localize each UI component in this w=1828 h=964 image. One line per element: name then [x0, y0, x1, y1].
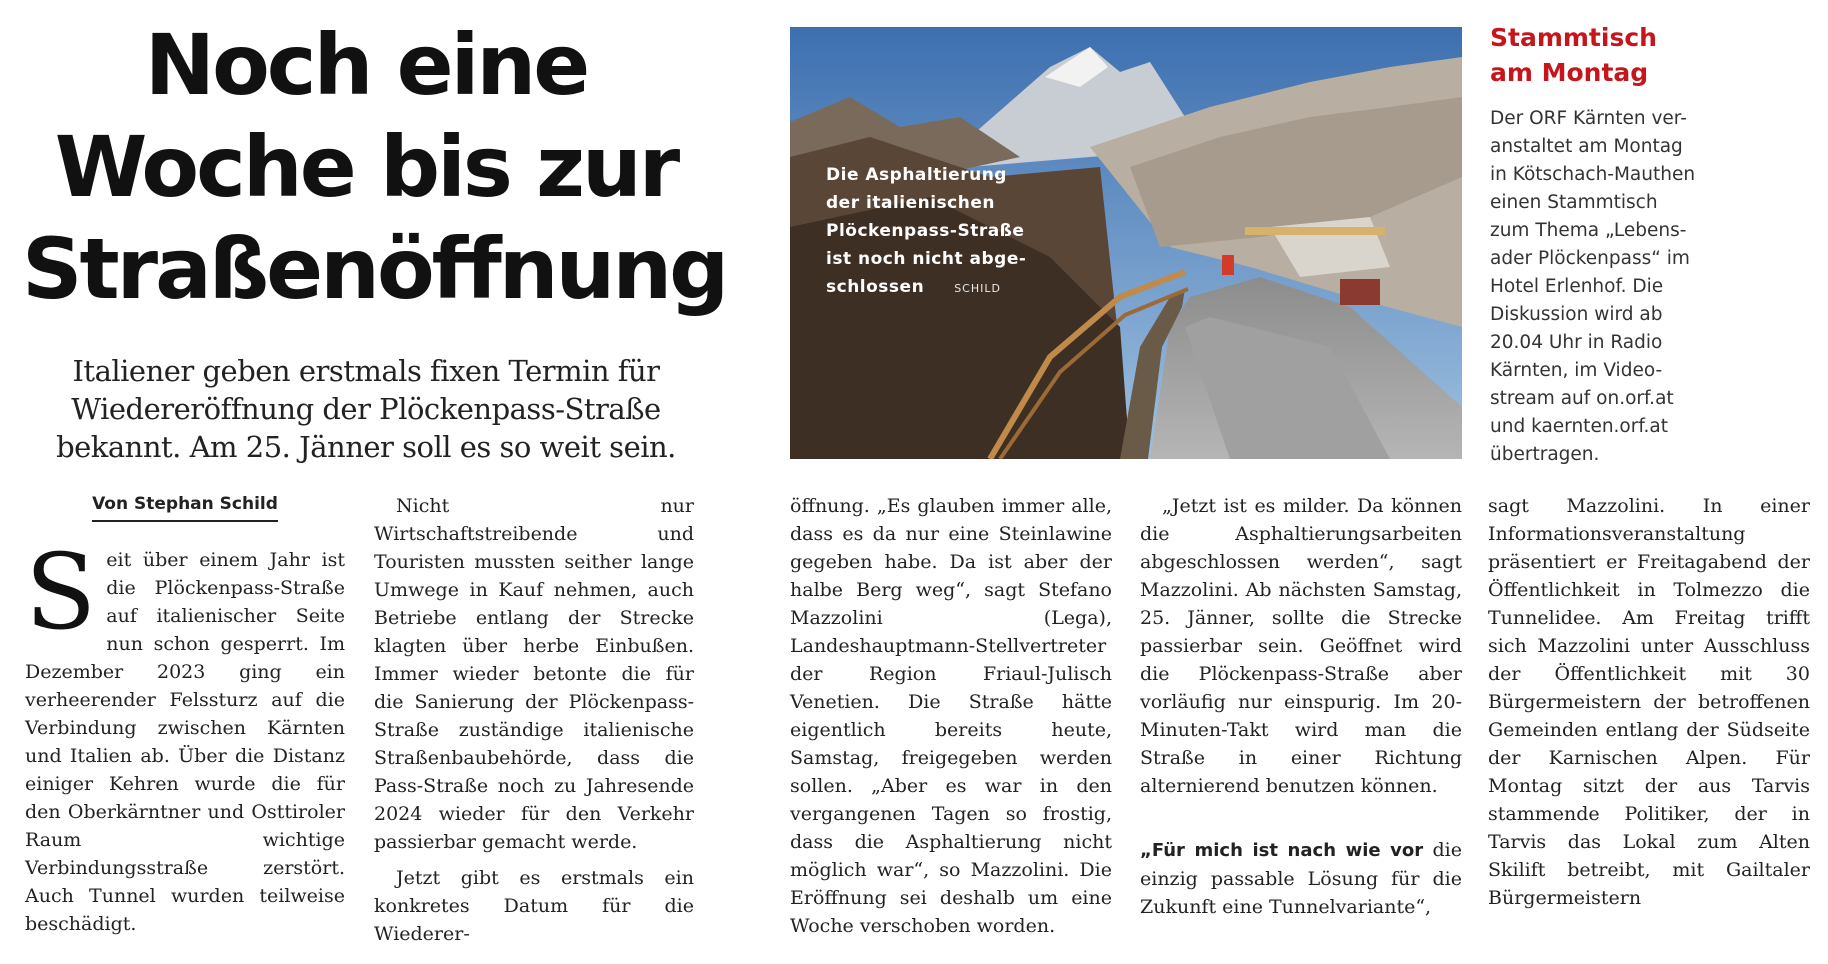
sidebar-title — [1490, 20, 1657, 90]
sidebar-line: Hotel Erlenhof. Die — [1490, 276, 1664, 297]
headline-line: Straßenöffnung — [22, 220, 727, 318]
sidebar-title-line: Stammtisch — [1490, 23, 1657, 52]
headline-line: Woche bis zur — [54, 118, 678, 216]
subheadline-line: Wiedereröffnung der Plöckenpass-Straße — [71, 392, 661, 426]
subheadline-line: Italiener geben erstmals fixen Termin für — [72, 354, 660, 388]
caption-line: ist noch nicht abge- — [826, 249, 1027, 269]
article-paragraph: Nicht nur Wirtschaftstreibende und Touristen mussten seither lange Umwege in Kauf nehmen, auch Betriebe entlang der Strecke klagten über herbe Einbußen. Immer wieder betonte die für die Sanierung der Plöckenpass-Straße zuständige italienische Straßenbaubehörde, dass die Pass-Straße noch zu Jahresende 2024 wieder für den Verkehr passierbar gemacht werde. — [374, 495, 694, 853]
article-column-2 — [374, 492, 694, 948]
article-column-3 — [790, 492, 1112, 940]
article-paragraph: sagt Mazzolini. In einer Informationsveranstaltung präsentiert er Freitagabend der Öffentlichkeit in Tolmezzo die Tunnelidee. Am Freitag trifft sich Mazzolini unter Ausschluss der Öffentlichkeit mit 30 Bürgermeistern der betroffenen Gemeinden entlang der Südseite der Karnischen Alpen. Für Montag sitzt der aus Tarvis stammende Politiker, der in Tarvis das Lokal zum Alten Skilift betreibt, mit Gailtaler Bürgermeistern — [1488, 495, 1810, 909]
article-paragraph — [1140, 836, 1462, 921]
sidebar-line: Kärnten, im Video- — [1490, 360, 1663, 381]
sidebar-line: anstaltet am Montag — [1490, 136, 1683, 157]
quote-rest: die einzig passable Lösung für die Zukunft eine Tunnelvariante“, — [1140, 839, 1462, 918]
subheadline-line: bekannt. Am 25. Jänner soll es so weit sein. — [56, 430, 676, 464]
article-column-1 — [25, 531, 345, 938]
article-column-4 — [1140, 492, 1462, 921]
sidebar-line: 20.04 Uhr in Radio — [1490, 332, 1663, 353]
headline-line: Noch eine — [144, 16, 588, 114]
caption-text: schlossen — [826, 277, 925, 297]
article-column-5 — [1488, 492, 1810, 912]
sidebar-line: zum Thema „Lebens- — [1490, 220, 1687, 241]
caption-line: Plöckenpass-Straße — [826, 221, 1025, 241]
subheadline — [22, 352, 710, 466]
drop-cap: S — [25, 531, 97, 653]
sidebar-line: übertragen. — [1490, 444, 1600, 465]
article-photo — [790, 27, 1462, 459]
sidebar-line: Diskussion wird ab — [1490, 304, 1663, 325]
sidebar-line: in Kötschach-Mauthen — [1490, 164, 1696, 185]
article-paragraph: öffnung. „Es glauben immer alle, dass es da nur eine Steinlawine gegeben habe. Da ist aber der halbe Berg weg“, sagt Stefano Mazzolini (Lega), Landeshauptmann-Stellvertreter der Region Friaul-Julisch Venetien. Die Straße hätte eigentlich bereits heute, Samstag, freigegeben werden sollen. „Aber es war in den vergangenen Tagen so frostig, dass die Asphaltierung nicht möglich war“, so Mazzolini. Die Eröffnung sei deshalb um eine Woche verschoben worden. — [790, 495, 1112, 937]
article-paragraph: eit über einem Jahr ist die Plöckenpass-Straße auf italienischer Seite nun schon gesperrt. Im Dezember 2023 ging ein verheerender Felssturz auf die Verbindung zwischen Kärnten und Italien ab. Über die Distanz einiger Kehren wurde die für den Oberkärntner und Osttiroler Raum wichtige Verbindungsstraße zerstört. Auch Tunnel wurden teilweise beschädigt. — [25, 549, 345, 935]
photo-credit: SCHILD — [954, 282, 1001, 295]
quote-lead: „Für mich ist nach wie vor — [1140, 840, 1424, 861]
sidebar-line: stream auf on.orf.at — [1490, 388, 1674, 409]
sidebar-line: ader Plöckenpass“ im — [1490, 248, 1690, 269]
byline: Von Stephan Schild — [92, 494, 278, 522]
sidebar-line: Der ORF Kärnten ver- — [1490, 108, 1687, 129]
sidebar-body — [1490, 105, 1820, 469]
caption-line — [826, 273, 1026, 303]
article-paragraph: Jetzt gibt es erstmals ein konkretes Datum für die Wiederer- — [374, 867, 694, 945]
sidebar-line: einen Stammtisch — [1490, 192, 1658, 213]
caption-line: der italienischen — [826, 193, 995, 213]
sidebar-line: und kaernten.orf.at — [1490, 416, 1668, 437]
caption-line: Die Asphaltierung — [826, 165, 1007, 185]
sidebar-title-line: am Montag — [1490, 58, 1649, 87]
article-paragraph: „Jetzt ist es milder. Da können die Asphaltierungsarbeiten abgeschlossen werden“, sagt Mazzolini. Ab nächsten Samstag, 25. Jänner, sollte die Strecke passierbar sein. Geöffnet wird die Plöckenpass-Straße aber vorläufig nur einspurig. Im 20-Minuten-Takt wird man die Straße in einer Richtung alternierend benutzen können. — [1140, 495, 1462, 797]
headline — [22, 14, 727, 320]
photo-caption — [826, 161, 1026, 303]
